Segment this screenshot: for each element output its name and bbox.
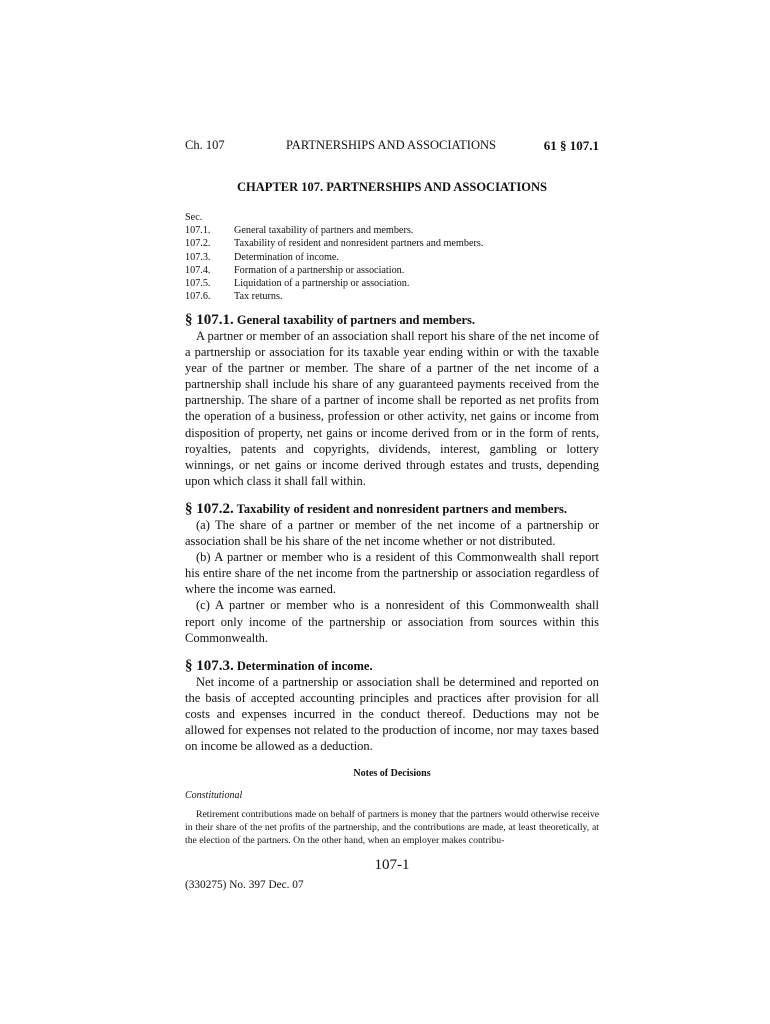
- section-paragraph: A partner or member of an association shall report his share of the net income of a partnership or association for its taxable year ending within or with the taxable year of the partner or member. The share of a partner of the net income of a partnership shall include his share of any guaranteed payments received from the partnership. The share of a partner of income shall be reported as net profits from the operation of a business, profession or other activity, net gains or income from disposition of property, net gains or income derived from or in the form of rents, royalties, patents and copyrights, dividends, interest, gambling or lottery winnings, or net gains or income derived through estates and trusts, depending upon which class it shall fall within.: [185, 329, 599, 488]
- section-symbol: § 107.1.: [185, 312, 234, 328]
- section-paragraph: (a) The share of a partner or member of the net income of a partnership or association shall be his share of the net income whether or not distributed.: [185, 518, 599, 549]
- toc-entry: [185, 224, 599, 237]
- section-title: Determination of income.: [236, 659, 373, 673]
- toc-entry: [185, 264, 599, 277]
- toc-entry-title: General taxability of partners and members.: [234, 225, 414, 237]
- section-title: General taxability of partners and members.: [236, 313, 476, 327]
- toc-entry-number: 107.3.: [185, 251, 211, 263]
- section-paragraph: Net income of a partnership or association shall be determined and reported on the basis of accepted accounting principles and practices after provision for all costs and expenses incurred in the conduct thereof. Deductions may not be allowed for expenses not related to the production of income, nor may taxes based on income be allowed as a deduction.: [185, 675, 599, 754]
- header-section-ref: 61 § 107.1: [543, 138, 599, 153]
- notes-paragraph: Retirement contributions made on behalf of partners is money that the partners would otherwise receive in their share of the net profits of the partnership, and the contributions are made, at least theoretically, at the election of the partners. On the other hand, when an employer makes contribu-: [185, 809, 599, 846]
- section-paragraph: (c) A partner or member who is a nonresident of this Commonwealth shall report only income of the partnership or association from sources within this Commonwealth.: [185, 598, 599, 645]
- section-107-1: [185, 312, 599, 489]
- section-107-2: [185, 501, 599, 646]
- table-of-contents: [185, 211, 599, 303]
- notes-subheading: Constitutional: [185, 790, 243, 801]
- running-header: [185, 138, 599, 154]
- header-chapter: Ch. 107: [185, 138, 225, 152]
- chapter-title: CHAPTER 107. PARTNERSHIPS AND ASSOCIATIONS: [237, 180, 547, 194]
- page-number: 107-1: [374, 857, 410, 873]
- toc-entry-number: 107.2.: [185, 238, 211, 250]
- section-heading: [185, 312, 599, 328]
- toc-entry: [185, 290, 599, 303]
- toc-label: Sec.: [185, 212, 203, 223]
- toc-entry: [185, 277, 599, 290]
- toc-entry-title: Liquidation of a partnership or association.: [234, 278, 410, 290]
- notes-of-decisions-title: Notes of Decisions: [353, 768, 431, 779]
- toc-entry-title: Taxability of resident and nonresident partners and members.: [234, 238, 484, 250]
- header-title: PARTNERSHIPS AND ASSOCIATIONS: [286, 138, 496, 152]
- toc-entry-number: 107.5.: [185, 278, 211, 290]
- toc-entry-title: Tax returns.: [234, 291, 283, 303]
- section-title: Taxability of resident and nonresident partners and members.: [236, 502, 568, 516]
- toc-entry-title: Determination of income.: [234, 251, 339, 263]
- toc-entry-number: 107.6.: [185, 291, 211, 303]
- section-107-3: [185, 658, 599, 754]
- section-symbol: § 107.2.: [185, 501, 234, 517]
- toc-entry-number: 107.1.: [185, 225, 211, 237]
- section-paragraph: (b) A partner or member who is a resident of this Commonwealth shall report his entire share of the net income from the partnership or association regardless of where the income was earned.: [185, 550, 599, 597]
- toc-entry-title: Formation of a partnership or association.: [234, 264, 405, 276]
- toc-entry: [185, 251, 599, 264]
- page-footer: (330275) No. 397 Dec. 07: [185, 879, 304, 891]
- toc-entry: [185, 237, 599, 250]
- section-heading: [185, 658, 599, 674]
- toc-entry-number: 107.4.: [185, 264, 211, 276]
- section-symbol: § 107.3.: [185, 658, 234, 674]
- section-heading: [185, 501, 599, 517]
